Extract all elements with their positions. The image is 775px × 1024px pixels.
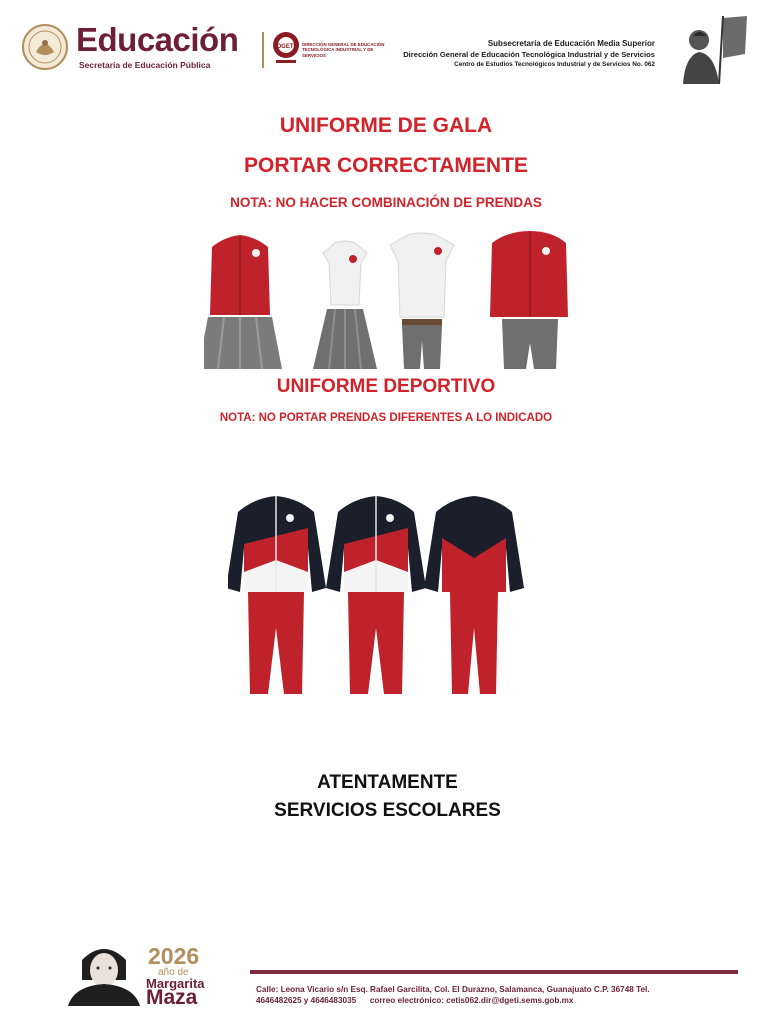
gala-male-jacket-icon <box>490 231 568 369</box>
dgeti-text <box>302 42 392 58</box>
uniforms-panel <box>186 110 586 430</box>
sport-uniform-illustration <box>228 488 528 704</box>
gala-uniform-illustration <box>204 225 574 369</box>
page-header <box>0 0 775 95</box>
signature-closing: ATENTAMENTE <box>317 772 458 793</box>
footer-year-line4: Maza <box>146 986 198 1009</box>
footer-divider <box>250 970 738 974</box>
dgeti-text-line: DIRECCIÓN GENERAL DE EDUCACIÓN <box>302 42 385 47</box>
brand-subtitle: Secretaría de Educación Pública <box>79 60 211 70</box>
footer-contact-line: 4646482625 y 4646483035 correo electrónico: cetis062.dir@dgeti.sems.gob.mx <box>256 996 574 1005</box>
institution-line-1: Subsecretaría de Educación Media Superior <box>487 39 655 48</box>
tracksuit-front-icon <box>326 496 426 694</box>
dgeti-text-line: TECNOLÓGICA INDUSTRIAL Y DE SERVICIOS <box>302 47 374 58</box>
mexican-seal-icon <box>22 24 68 70</box>
woman-with-flag-illustration <box>673 14 751 86</box>
footer-year: 2026 <box>148 943 200 969</box>
institution-line-2: Dirección General de Educación Tecnológica Industrial y de Servicios <box>403 50 655 59</box>
gala-note: NOTA: NO HACER COMBINACIÓN DE PRENDAS <box>230 195 542 210</box>
signature-office: SERVICIOS ESCOLARES <box>274 800 501 821</box>
brand-title: Educación <box>76 21 239 58</box>
footer-year-line2: año de <box>158 967 189 978</box>
footer-year-line3: Margarita <box>146 976 205 991</box>
gala-male-shirt-icon <box>390 233 454 369</box>
sport-note: NOTA: NO PORTAR PRENDAS DIFERENTES A LO INDICADO <box>219 412 553 424</box>
gala-title: UNIFORME DE GALA <box>279 114 493 137</box>
sport-title: UNIFORME DEPORTIVO <box>276 376 496 397</box>
gala-female-cardigan-icon <box>204 235 282 369</box>
gala-subtitle: PORTAR CORRECTAMENTE <box>244 154 528 177</box>
footer-address <box>256 984 726 1006</box>
tracksuit-back-icon <box>424 496 524 694</box>
institution-line-3: Centro de Estudios Tecnológicos Industrial y de Servicios No. 062 <box>454 61 655 68</box>
dgeti-logo-text: DGETI <box>276 44 296 50</box>
dgeti-logo-icon <box>272 30 300 68</box>
header-divider <box>262 32 264 68</box>
tracksuit-front-icon <box>228 496 326 694</box>
institution-block <box>403 38 655 70</box>
footer-address-line: Calle: Leona Vicario s/n Esq. Rafael Garcilita, Col. El Durazno, Salamanca, Guanajuato C.P. 36748 Tel. <box>256 985 650 994</box>
margarita-maza-portrait-icon <box>64 940 144 1006</box>
gala-female-shirt-icon <box>313 241 377 369</box>
